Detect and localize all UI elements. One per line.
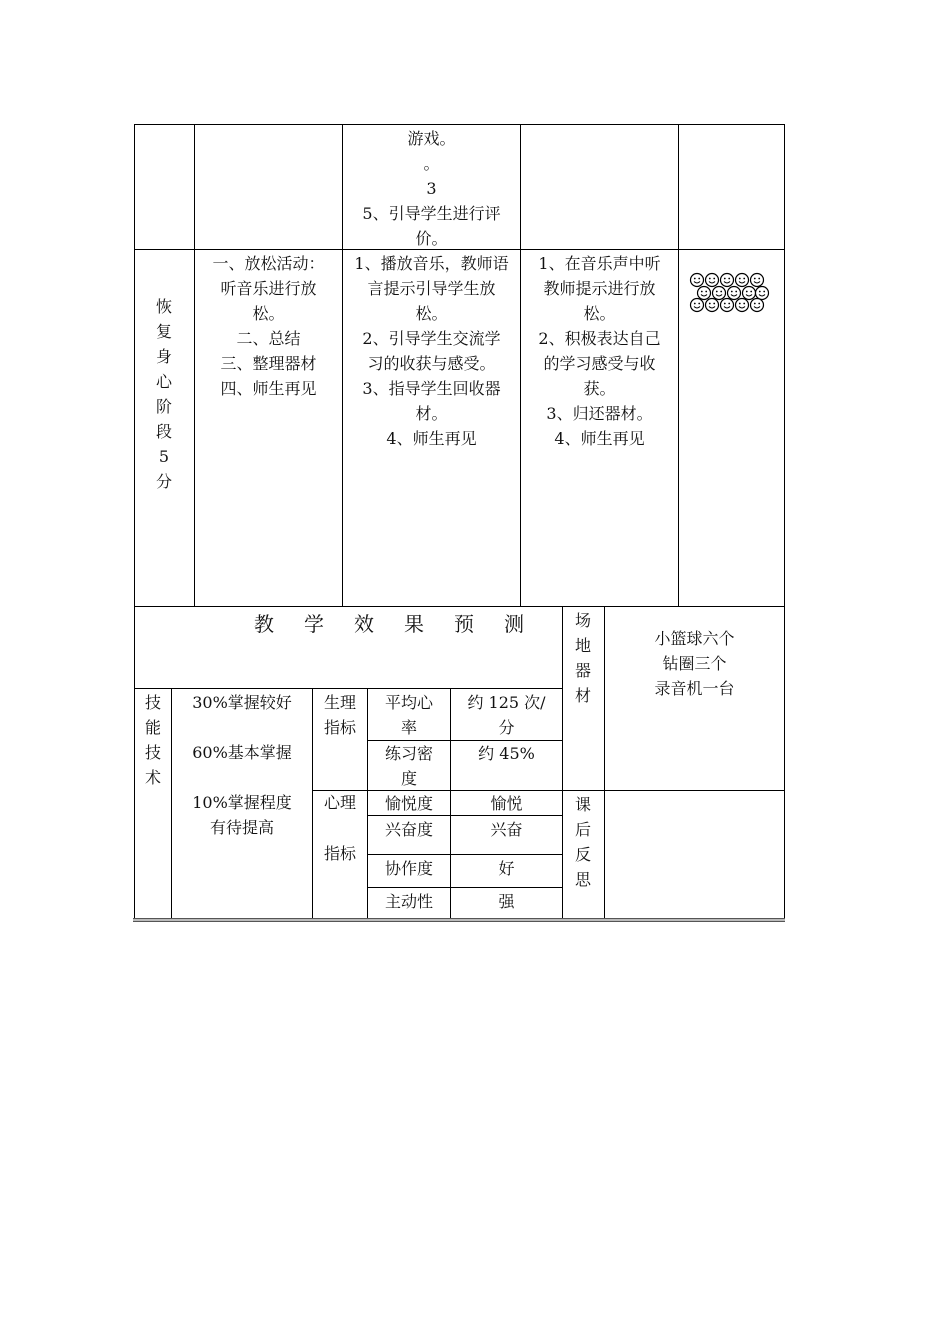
- psych-label-2: 指标: [323, 844, 356, 863]
- stage-label: [152, 294, 176, 494]
- smiley-face-icon: [713, 287, 726, 300]
- text-line: 的学习感受与收: [543, 354, 656, 373]
- venue-bottom: [562, 790, 784, 791]
- skill-char: 技: [144, 693, 161, 712]
- text-line: 度: [400, 769, 417, 788]
- smiley-face-icon: [756, 287, 769, 300]
- text-line: 2、积极表达自己: [538, 329, 661, 348]
- reflection-char: 思: [574, 870, 591, 889]
- venue-item: 钻圈三个: [662, 654, 727, 673]
- section-divider: [134, 606, 785, 607]
- venue-item: 小篮球六个: [654, 629, 735, 648]
- row1-method-text: [343, 126, 520, 251]
- density-value: 约 45%: [478, 744, 535, 763]
- smiley-formation-icon: [688, 272, 770, 314]
- smiley-face-icon: [706, 299, 719, 312]
- text-line: 。: [423, 154, 440, 173]
- header-char: 果: [404, 612, 424, 636]
- stage-char: 段: [155, 422, 172, 441]
- cooperation-value: 好: [498, 859, 515, 878]
- stage-char: 心: [155, 372, 172, 391]
- stage-char: 恢: [155, 297, 172, 316]
- header-char: 效: [354, 612, 374, 636]
- skill-level-3-cont: 有待提高: [209, 818, 274, 837]
- smiley-face-icon: [698, 287, 711, 300]
- text-line: 松。: [252, 304, 285, 323]
- table-bottom-rule: [133, 918, 785, 922]
- header-char: 学: [304, 612, 324, 636]
- coop-row-bottom: [367, 887, 562, 888]
- skill-level-2: 60%基本掌握: [192, 743, 292, 762]
- text-line: 习的收获与感受。: [367, 354, 496, 373]
- psych-label-1: 心理: [323, 793, 356, 812]
- text-line: 练习密: [384, 744, 433, 763]
- stage-char: 阶: [155, 397, 172, 416]
- initiative-value: 强: [498, 892, 515, 911]
- text-line: 约 125 次/: [467, 693, 546, 712]
- smiley-face-icon: [691, 274, 704, 287]
- stage-char: 分: [155, 472, 172, 491]
- venue-char: 材: [574, 686, 591, 705]
- smiley-face-icon: [706, 274, 719, 287]
- table-top-border: [134, 124, 785, 125]
- text-line: 松。: [583, 304, 616, 323]
- text-line: 二、总结: [236, 329, 301, 348]
- excitement-label: 兴奋度: [384, 820, 433, 839]
- forecast-header: [254, 608, 524, 637]
- text-line: 教师提示进行放: [543, 279, 656, 298]
- venue-item: 录音机一台: [654, 679, 735, 698]
- forecast-venue-left: [562, 606, 563, 920]
- text-line: 平均心: [384, 693, 433, 712]
- excite-row-bottom: [367, 854, 562, 855]
- text-line: 游戏。: [407, 129, 456, 148]
- smiley-face-icon: [728, 287, 741, 300]
- text-line: 3、归还器材。: [546, 404, 653, 423]
- smiley-face-icon: [736, 299, 749, 312]
- reflection-char: 反: [574, 845, 591, 864]
- smiley-face-icon: [721, 299, 734, 312]
- smiley-face-icon: [751, 274, 764, 287]
- initiative-label: 主动性: [384, 892, 433, 911]
- density-label: [368, 741, 450, 791]
- text-line: 1、播放音乐，教师语: [354, 254, 509, 273]
- text-line: 获。: [583, 379, 616, 398]
- reflection-label: [571, 792, 595, 892]
- heart-rate-label: [368, 690, 450, 740]
- text-line: 一、放松活动：: [212, 254, 325, 273]
- skill-char: 能: [144, 718, 161, 737]
- venue-char: 场: [574, 611, 591, 630]
- pleasure-label: 愉悦度: [384, 794, 433, 813]
- text-line: 分: [498, 718, 515, 737]
- skill-level-1: 30%掌握较好: [192, 693, 292, 712]
- col-border-left: [134, 124, 135, 920]
- text-line: 生理: [323, 693, 356, 712]
- skill-char: 术: [144, 768, 161, 787]
- content-cell: [195, 251, 342, 401]
- text-line: 三、整理器材: [220, 354, 317, 373]
- header-char: 教: [254, 612, 274, 636]
- venue-char: 地: [574, 636, 591, 655]
- forecast-header-bottom: [134, 688, 562, 689]
- reflection-char: 课: [574, 795, 591, 814]
- header-char: 预: [454, 612, 474, 636]
- col-border-4: [678, 124, 679, 606]
- venue-char: 器: [574, 661, 591, 680]
- text-line: 松。: [415, 304, 448, 323]
- text-line: 听音乐进行放: [220, 279, 317, 298]
- stage-char: 复: [155, 322, 172, 341]
- excitement-value: 兴奋: [490, 820, 523, 839]
- smiley-face-icon: [736, 274, 749, 287]
- reflection-char: 后: [574, 820, 591, 839]
- cooperation-label: 协作度: [384, 859, 433, 878]
- smiley-face-icon: [721, 274, 734, 287]
- text-line: 率: [400, 718, 417, 737]
- student-cell: [521, 251, 678, 451]
- text-line: 3、指导学生回收器: [362, 379, 501, 398]
- col-border-right: [784, 124, 785, 920]
- pleasure-value: 愉悦: [490, 794, 523, 813]
- text-line: 4、师生再见: [554, 429, 645, 448]
- smiley-face-icon: [751, 299, 764, 312]
- text-line: 5、引导学生进行评: [362, 204, 501, 223]
- stage-char: 5: [158, 447, 170, 466]
- skill-char: 技: [144, 743, 161, 762]
- venue-items: [605, 626, 784, 701]
- text-line: 2、引导学生交流学: [362, 329, 501, 348]
- text-line: 价。: [415, 229, 448, 248]
- smiley-face-icon: [691, 299, 704, 312]
- text-line: 四、师生再见: [220, 379, 317, 398]
- physio-label: [313, 690, 367, 740]
- stage-char: 身: [155, 347, 172, 366]
- text-line: 3: [426, 179, 437, 198]
- teacher-cell: [343, 251, 520, 451]
- text-line: 4、师生再见: [386, 429, 477, 448]
- header-char: 测: [504, 612, 524, 636]
- smiley-face-icon: [743, 287, 756, 300]
- skill-label: [141, 690, 165, 790]
- heart-rate-value: [451, 690, 562, 740]
- skill-level-3: 10%掌握程度: [192, 793, 292, 812]
- text-line: 材。: [415, 404, 448, 423]
- venue-label: [571, 608, 595, 708]
- text-line: 指标: [323, 718, 356, 737]
- text-line: 1、在音乐声中听: [538, 254, 661, 273]
- text-line: 言提示引导学生放: [367, 279, 496, 298]
